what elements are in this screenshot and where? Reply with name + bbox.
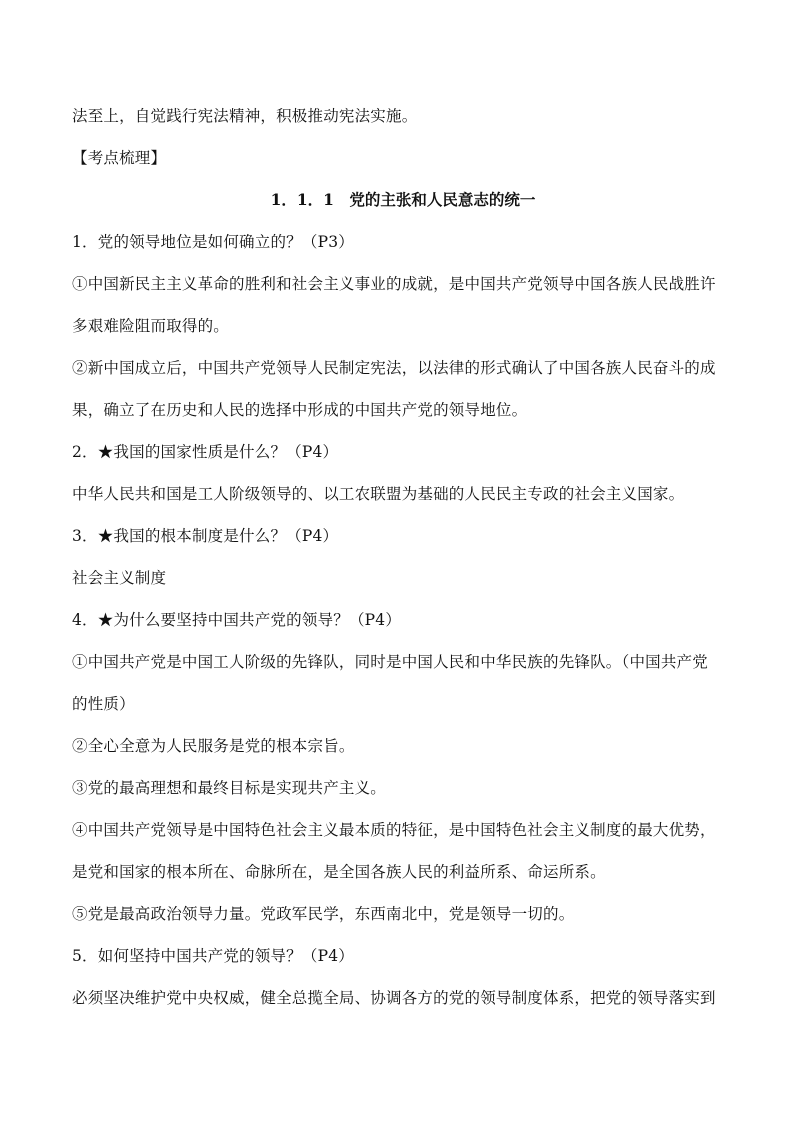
question-3: 3．★我国的根本制度是什么？（P4） bbox=[72, 527, 339, 545]
answer-4-line-7: ⑤党是最高政治领导力量。党政军民学，东西南北中，党是领导一切的。 bbox=[72, 905, 575, 923]
section-heading: 1．1．1 党的主张和人民意志的统一 bbox=[270, 190, 536, 209]
answer-2-line-1: 中华人民共和国是工人阶级领导的、以工农联盟为基础的人民民主专政的社会主义国家。 bbox=[72, 485, 685, 503]
document-page bbox=[72, 0, 726, 1123]
answer-1-line-1: ①中国新民主主义革命的胜利和社会主义事业的成就，是中国共产党领导中国各族人民战胜许 bbox=[72, 275, 716, 293]
section-label: 【考点梳理】 bbox=[72, 149, 167, 167]
question-1: 1．党的领导地位是如何确立的？（P3） bbox=[72, 233, 354, 251]
answer-4-line-6: 是党和国家的根本所在、命脉所在，是全国各族人民的利益所系、命运所系。 bbox=[72, 863, 606, 881]
answer-4-line-4: ③党的最高理想和最终目标是实现共产主义。 bbox=[72, 779, 387, 797]
answer-4-line-3: ②全心全意为人民服务是党的根本宗旨。 bbox=[72, 737, 355, 755]
answer-4-line-2: 的性质） bbox=[72, 695, 135, 713]
answer-3-line-1: 社会主义制度 bbox=[72, 569, 167, 587]
question-4: 4．★为什么要坚持中国共产党的领导？（P4） bbox=[72, 611, 402, 629]
intro-tail-text: 法至上，自觉践行宪法精神，积极推动宪法实施。 bbox=[72, 107, 418, 125]
answer-1-line-2: 多艰难险阻而取得的。 bbox=[72, 317, 230, 335]
question-2: 2．★我国的国家性质是什么？（P4） bbox=[72, 443, 339, 461]
answer-1-line-4: 果，确立了在历史和人民的选择中形成的中国共产党的领导地位。 bbox=[72, 401, 528, 419]
answer-4-line-1: ①中国共产党是中国工人阶级的先锋队，同时是中国人民和中华民族的先锋队。（中国共产党 bbox=[72, 653, 708, 671]
answer-1-line-3: ②新中国成立后，中国共产党领导人民制定宪法，以法律的形式确认了中国各族人民奋斗的成 bbox=[72, 359, 716, 377]
answer-5-line-1: 必须坚决维护党中央权威，健全总揽全局、协调各方的党的领导制度体系，把党的领导落实到 bbox=[72, 989, 716, 1007]
question-5: 5．如何坚持中国共产党的领导？（P4） bbox=[72, 947, 354, 965]
answer-4-line-5: ④中国共产党领导是中国特色社会主义最本质的特征，是中国特色社会主义制度的最大优势， bbox=[72, 821, 716, 839]
